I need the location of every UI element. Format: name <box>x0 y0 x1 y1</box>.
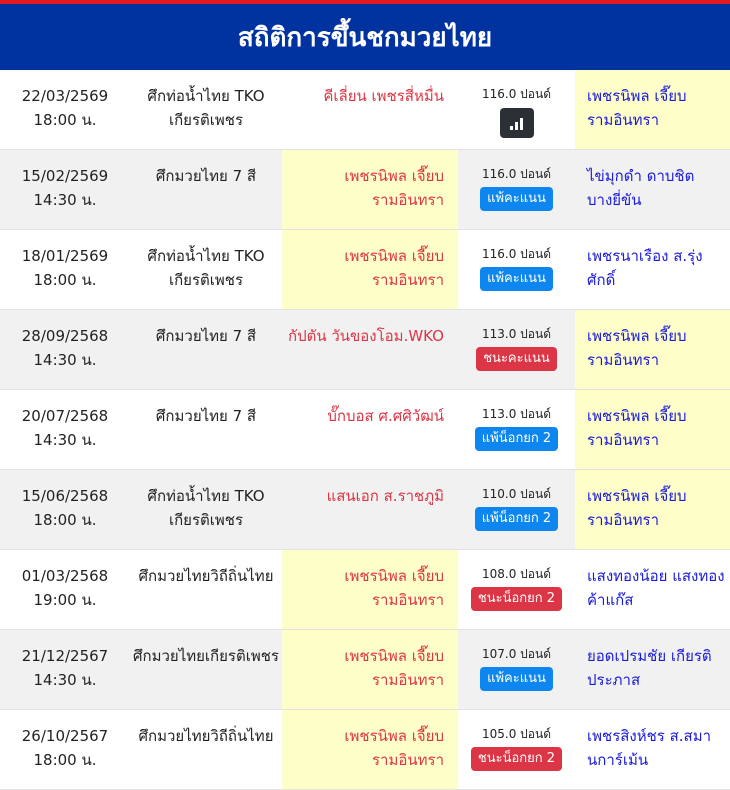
weight: 110.0 ปอนด์ <box>482 487 551 501</box>
weight: 113.0 ปอนด์ <box>482 327 551 341</box>
fight-time: 14:30 น. <box>33 351 97 369</box>
fight-result-cell <box>458 310 575 389</box>
fight-result-cell <box>458 390 575 469</box>
event-name: ศึกมวยไทย 7 สี <box>155 407 257 425</box>
fight-time: 14:30 น. <box>33 431 97 449</box>
fight-date: 26/10/2567 <box>21 727 109 745</box>
blue-corner-fighter[interactable]: แสงทองน้อย แสงทองค้าแก๊ส <box>587 567 725 609</box>
fight-result-cell <box>458 710 575 789</box>
fight-row <box>0 550 730 630</box>
red-corner-fighter[interactable]: เพชรนิพล เจี๊ยบรามอินทรา <box>282 630 458 709</box>
fight-date-cell <box>0 550 130 629</box>
blue-corner-fighter[interactable]: เพชรนิพล เจี๊ยบรามอินทรา <box>575 70 730 149</box>
event-name: ศึกมวยไทย 7 สี <box>155 167 257 185</box>
fight-date-cell <box>0 470 130 549</box>
fight-date-cell <box>0 630 130 709</box>
red-corner-fighter[interactable]: คีเลี่ยน เพชรสี่หมื่น <box>323 87 444 105</box>
red-corner-fighter[interactable]: เพชรนิพล เจี๊ยบรามอินทรา <box>282 550 458 629</box>
weight: 116.0 ปอนด์ <box>482 87 551 101</box>
red-corner-fighter[interactable]: เพชรนิพล เจี๊ยบรามอินทรา <box>282 150 458 229</box>
weight: 116.0 ปอนด์ <box>482 247 551 261</box>
fight-date: 15/02/2569 <box>21 167 109 185</box>
weight: 107.0 ปอนด์ <box>482 647 551 661</box>
result-badge: ชนะคะแนน <box>476 347 557 371</box>
fight-row <box>0 310 730 390</box>
weight: 116.0 ปอนด์ <box>482 167 551 181</box>
fight-time: 18:00 น. <box>33 111 97 129</box>
fight-result-cell <box>458 630 575 709</box>
result-badge: แพ้น็อกยก 2 <box>475 427 558 451</box>
fight-date: 01/03/2568 <box>21 567 109 585</box>
blue-corner-fighter[interactable]: เพชรนาเรือง ส.รุ่งศักดิ์ <box>587 247 703 289</box>
weight: 113.0 ปอนด์ <box>482 407 551 421</box>
blue-corner-fighter[interactable]: เพชรนิพล เจี๊ยบรามอินทรา <box>575 470 730 549</box>
bar-chart-icon[interactable] <box>500 108 534 138</box>
weight: 108.0 ปอนด์ <box>482 567 551 581</box>
page-title: สถิติการขึ้นชกมวยไทย <box>237 22 493 53</box>
fight-date: 21/12/2567 <box>21 647 109 665</box>
fight-result-cell <box>458 470 575 549</box>
red-corner-fighter[interactable]: กัปตัน วันของโอม.WKO <box>287 327 444 345</box>
fight-date-cell <box>0 710 130 789</box>
blue-corner-fighter[interactable]: เพชรนิพล เจี๊ยบรามอินทรา <box>575 390 730 469</box>
blue-corner-fighter[interactable]: ยอดเปรมชัย เกียรติประภาส <box>587 647 712 689</box>
fight-date-cell <box>0 230 130 309</box>
fight-result-cell <box>458 70 575 149</box>
fight-time: 18:00 น. <box>33 751 97 769</box>
red-corner-fighter[interactable]: บั๊กบอส ศ.ศศิวัฒน์ <box>327 407 444 425</box>
fight-time: 19:00 น. <box>33 591 97 609</box>
fight-time: 14:30 น. <box>33 671 97 689</box>
fight-result-cell <box>458 550 575 629</box>
event-name: ศึกมวยไทยเกียรติเพชร <box>133 647 279 665</box>
result-badge: แพ้คะแนน <box>480 267 553 291</box>
fight-row <box>0 710 730 790</box>
fight-time: 14:30 น. <box>33 191 97 209</box>
event-name: ศึกมวยไทยวิถีถิ่นไทย <box>138 567 274 585</box>
page-header <box>0 4 730 70</box>
fight-result-cell <box>458 150 575 229</box>
fight-date: 15/06/2568 <box>21 487 109 505</box>
event-name: ศึกมวยไทย 7 สี <box>155 327 257 345</box>
fight-date: 20/07/2568 <box>21 407 109 425</box>
event-name: ศึกท่อน้ำไทย TKO เกียรติเพชร <box>147 247 265 289</box>
fight-date: 28/09/2568 <box>21 327 109 345</box>
event-name: ศึกท่อน้ำไทย TKO เกียรติเพชร <box>147 487 265 529</box>
red-corner-fighter[interactable]: แสนเอก ส.ราชภูมิ <box>326 487 444 505</box>
fight-date-cell <box>0 150 130 229</box>
result-badge: แพ้คะแนน <box>480 187 553 211</box>
fight-date: 22/03/2569 <box>21 87 109 105</box>
fight-date-cell <box>0 310 130 389</box>
event-name: ศึกท่อน้ำไทย TKO เกียรติเพชร <box>147 87 265 129</box>
fight-time: 18:00 น. <box>33 511 97 529</box>
result-badge: แพ้น็อกยก 2 <box>475 507 558 531</box>
fight-row <box>0 630 730 710</box>
blue-corner-fighter[interactable]: เพชรนิพล เจี๊ยบรามอินทรา <box>575 310 730 389</box>
fight-row <box>0 470 730 550</box>
weight: 105.0 ปอนด์ <box>482 727 551 741</box>
blue-corner-fighter[interactable]: เพชรสิงห์ชร ส.สมานการ์เม้น <box>587 727 712 769</box>
red-corner-fighter[interactable]: เพชรนิพล เจี๊ยบรามอินทรา <box>282 230 458 309</box>
red-corner-fighter[interactable]: เพชรนิพล เจี๊ยบรามอินทรา <box>282 710 458 789</box>
result-badge: ชนะน็อกยก 2 <box>471 747 562 771</box>
result-badge: แพ้คะแนน <box>480 667 553 691</box>
fight-time: 18:00 น. <box>33 271 97 289</box>
fight-date-cell <box>0 390 130 469</box>
fight-date-cell <box>0 70 130 149</box>
fight-row <box>0 230 730 310</box>
blue-corner-fighter[interactable]: ไข่มุกดำ ดาบชิตบางยี่ขัน <box>587 167 695 209</box>
result-badge: ชนะน็อกยก 2 <box>471 587 562 611</box>
event-name: ศึกมวยไทยวิถีถิ่นไทย <box>138 727 274 745</box>
fight-record-list <box>0 70 730 790</box>
fight-row <box>0 150 730 230</box>
fight-date: 18/01/2569 <box>21 247 109 265</box>
fight-result-cell <box>458 230 575 309</box>
fight-row <box>0 70 730 150</box>
fight-row <box>0 390 730 470</box>
